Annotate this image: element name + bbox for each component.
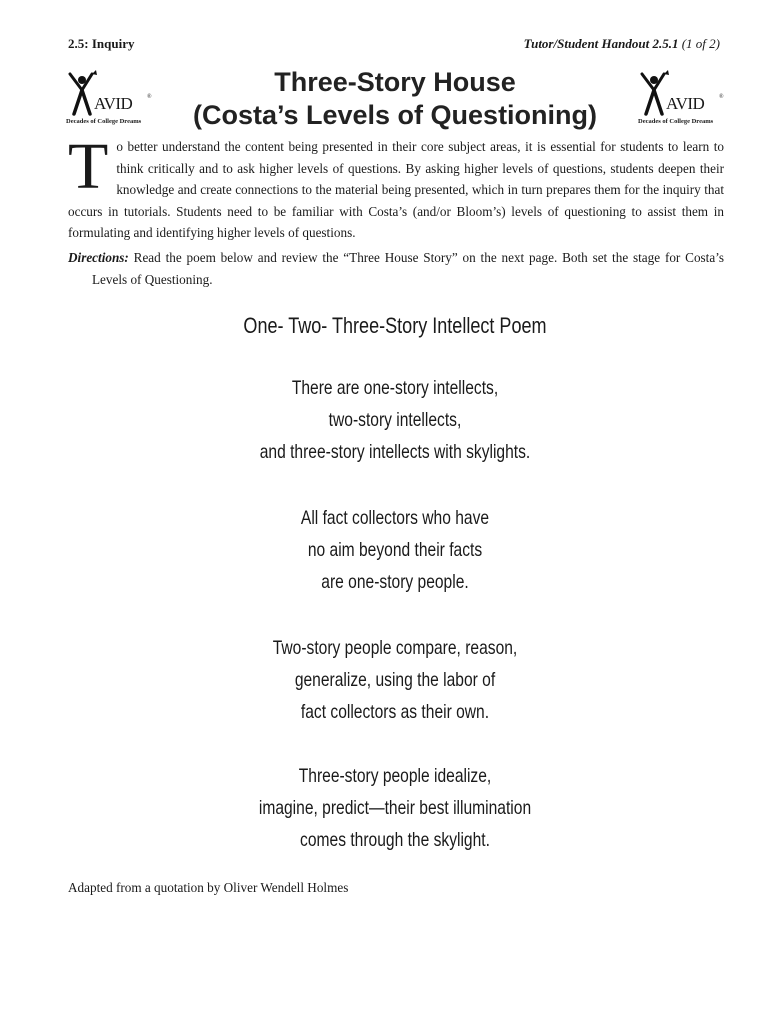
poem-line: Three-story people idealize, (298, 765, 492, 787)
drop-cap: T (68, 130, 109, 203)
directions-label: Directions: (68, 250, 129, 265)
avid-logo-right (638, 70, 728, 130)
poem-line: are one-story people. (321, 571, 469, 593)
trademark-mark: ® (147, 94, 152, 100)
intro-paragraph (68, 130, 724, 244)
poem-title: One- Two- Three-Story Intellect Poem (243, 313, 547, 338)
handout-label (524, 36, 720, 52)
poem-stanza (79, 372, 711, 468)
attribution: Adapted from a quotation by Oliver Wendell Holmes (68, 880, 349, 895)
poem-line: no aim beyond their facts (307, 539, 483, 561)
poem-line: Two-story people compare, reason, (272, 637, 518, 659)
poem-line: All fact collectors who have (300, 507, 490, 529)
avid-tagline: Decades of College Dreams (66, 118, 142, 125)
avid-wordmark: AVID (94, 94, 133, 113)
avid-logo-left (66, 70, 156, 130)
section-label: 2.5: Inquiry (68, 36, 135, 51)
poem-line: comes through the skylight. (300, 829, 490, 851)
page-title: Three-Story House (274, 67, 516, 97)
poem-stanza (79, 632, 711, 728)
poem-line: There are one-story intellects, (291, 377, 499, 399)
poem-line: generalize, using the labor of (294, 669, 496, 691)
avid-wordmark: AVID (666, 94, 705, 113)
poem-line: fact collectors as their own. (300, 701, 490, 723)
poem-stanza (79, 502, 711, 598)
directions-text: Read the poem below and review the “Three House Story” on the next page. Both set the stage for Costa’s Levels of Questioning. (92, 250, 724, 287)
avid-tagline: Decades of College Dreams (638, 118, 714, 125)
page-count: (1 of 2) (681, 36, 720, 51)
page-subtitle: (Costa’s Levels of Questioning) (192, 100, 598, 130)
trademark-mark: ® (719, 94, 724, 100)
poem-stanza (79, 760, 711, 856)
poem-line: imagine, predict—their best illumination (258, 797, 532, 819)
poem-line: two-story intellects, (328, 409, 462, 431)
poem-line: and three-story intellects with skylights. (259, 441, 531, 463)
directions-paragraph (68, 247, 724, 290)
handout-number: Tutor/Student Handout 2.5.1 (523, 36, 679, 51)
intro-text: o better understand the content being presented in their core subject areas, it is essential for students to learn to think critically and to ask higher levels of questions. By asking higher levels of questions, students deepen their knowledge and create connections to the material being presented, which in turn prepares them for the inquiry that occurs in tutorials. Students need to be familiar with Costa’s (and/or Bloom’s) levels of questioning to assist them in formulating and identifying higher levels of questions. (68, 139, 724, 240)
